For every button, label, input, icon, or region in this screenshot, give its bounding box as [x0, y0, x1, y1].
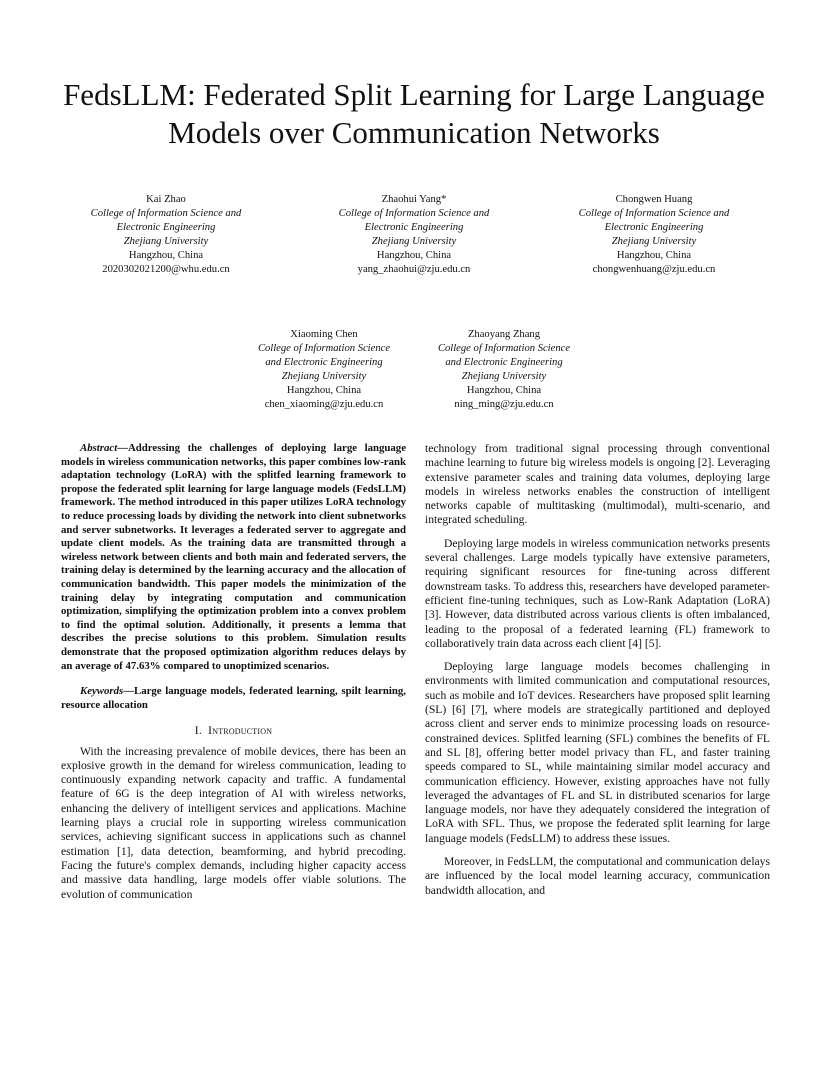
author-email: chongwenhuang@zju.edu.cn [592, 264, 716, 275]
author-university: Zhejiang University [371, 236, 457, 247]
author-affiliation: College of Information Science and [338, 208, 490, 219]
author-name: Zhaoyang Zhang [467, 329, 541, 340]
author-name: Chongwen Huang [615, 194, 693, 205]
author-affiliation: College of Information Science and [578, 208, 730, 219]
author-card [316, 193, 512, 277]
author-city: Hangzhou, China [466, 385, 542, 396]
author-university: Zhejiang University [123, 236, 209, 247]
author-university: Zhejiang University [461, 371, 547, 382]
author-email: chen_xiaoming@zju.edu.cn [264, 399, 384, 410]
author-university: Zhejiang University [611, 236, 697, 247]
author-city: Hangzhou, China [286, 385, 362, 396]
author-email: yang_zhaohui@zju.edu.cn [357, 264, 471, 275]
author-affiliation: College of Information Science [437, 343, 571, 354]
author-city: Hangzhou, China [616, 250, 692, 261]
section-heading [61, 724, 406, 738]
author-card [236, 328, 412, 412]
abstract-text: —Addressing the challenges of deploying large language models in wireless communication networks, this paper combines low-rank adaptation technology (LoRA) with the splitfed learning framework to propose the federated split learning for large language models (FedsLLM) framework. The method introduced in this paper utilizes LoRA technology to reduce processing loads by dividing the network into client subnetworks and server subnetworks. It leverages a federated server to aggregate and update client models. As the training data are transmitted through a wireless network between clients and both main and federated servers, the training delay is determined by the learning accuracy and the allocation of communication bandwidth. This paper models the minimization of the training delay by integrating computation and communication optimization, simplifying the optimization problem into a convex problem to find the optimal solution. Additionally, it presents a lemma that describes the precise solutions to this problem. Simulation results demonstrate that the proposed optimization algorithm reduces delays by an average of 47.63% compared to unoptimized scenarios. [61, 442, 406, 672]
author-name: Zhaohui Yang* [381, 194, 447, 205]
author-card [556, 193, 752, 277]
author-card [68, 193, 264, 277]
author-affiliation: College of Information Science [257, 343, 391, 354]
body-paragraph: Deploying large language models becomes challenging in environments with limited communication and computational resources, such as mobile and IoT devices. Researchers have proposed split learning (SL) [6] [7], where models are strategically partitioned and deployed across client and server ends to minimize processing loads on resource-constrained devices. Splitfed learning (SFL) combines the benefits of FL and SL [8], offering better model privacy than FL, and faster training speeds compared to SL, while maintaining similar model accuracy and communication efficiency. However, existing approaches have not fully leveraged the advantages of FL and SL in distributed scenarios for large language models, nor have they adequately considered the integration of LoRA with SFL. Thus, we propose the federated split learning for large language models (FedsLLM) to address these issues. [425, 660, 770, 845]
body-paragraph: Deploying large models in wireless communication networks presents several challenges. Large models typically have extensive parameters, requiring significant resources for fine-tuning across different downstream tasks. To address this, researchers have developed parameter-efficient fine-tuning techniques, such as Low-Rank Adaptation (LoRA) [3]. However, data distributed across various clients is often imbalanced, leading to the proposal of a federated learning (FL) framework to collaboratively train data across each client [4] [5]. [425, 536, 770, 650]
author-affiliation: College of Information Science and [90, 208, 242, 219]
author-affiliation: Electronic Engineering [116, 222, 216, 233]
author-affiliation: Electronic Engineering [604, 222, 704, 233]
intro-paragraph: With the increasing prevalence of mobile devices, there has been an explosive growth in the demand for wireless communication, leading to continuously expanding network capacity and traffic. A fundamental feature of 6G is the deep integration of AI with wireless networks, enhancing the delivery of intelligent services and applications. Machine learning plays a crucial role in supporting wireless communication services, achieving significant success in applications such as channel estimation [1], data detection, beamforming, and hybrid precoding. Facing the future's complex demands, including higher capacity access and massive data handling, large models offer viable solutions. The evolution of communication [61, 744, 406, 901]
keywords-text: —Large language models, federated learning, spilt learning, resource allocation [61, 685, 406, 711]
author-affiliation: and Electronic Engineering [445, 357, 563, 368]
body-paragraph: Moreover, in FedsLLM, the computational and communication delays are influenced by the local model learning accuracy, communication bandwidth allocation, and [425, 855, 770, 897]
author-city: Hangzhou, China [128, 250, 204, 261]
author-city: Hangzhou, China [376, 250, 452, 261]
author-card [416, 328, 592, 412]
left-column [61, 442, 406, 902]
body-paragraph: technology from traditional signal processing through conventional machine learning to future big wireless models is ongoing [2]. Leveraging extensive parameter scales and training data volumes, deploying large models in wireless networks enables the construction of intelligent networks capable of multitasking (multimodal), multi-scenario, and integrated scheduling. [425, 442, 770, 527]
author-university: Zhejiang University [281, 371, 367, 382]
author-name: Kai Zhao [146, 194, 186, 205]
abstract [61, 442, 406, 673]
author-affiliation: and Electronic Engineering [265, 357, 383, 368]
keywords-label: Keywords [80, 685, 124, 698]
keywords [61, 685, 406, 712]
author-name: Xiaoming Chen [290, 329, 358, 340]
paper-title: FedsLLM: Federated Split Learning for Large Language Models over Communication Networks [63, 77, 765, 150]
author-affiliation: Electronic Engineering [364, 222, 464, 233]
right-column [425, 442, 770, 898]
section-title: Introduction [208, 724, 273, 738]
author-email: ning_ming@zju.edu.cn [454, 399, 554, 410]
abstract-label: Abstract [80, 442, 118, 454]
author-email: 2020302021200@whu.edu.cn [102, 264, 230, 275]
section-number: I. [194, 724, 202, 738]
